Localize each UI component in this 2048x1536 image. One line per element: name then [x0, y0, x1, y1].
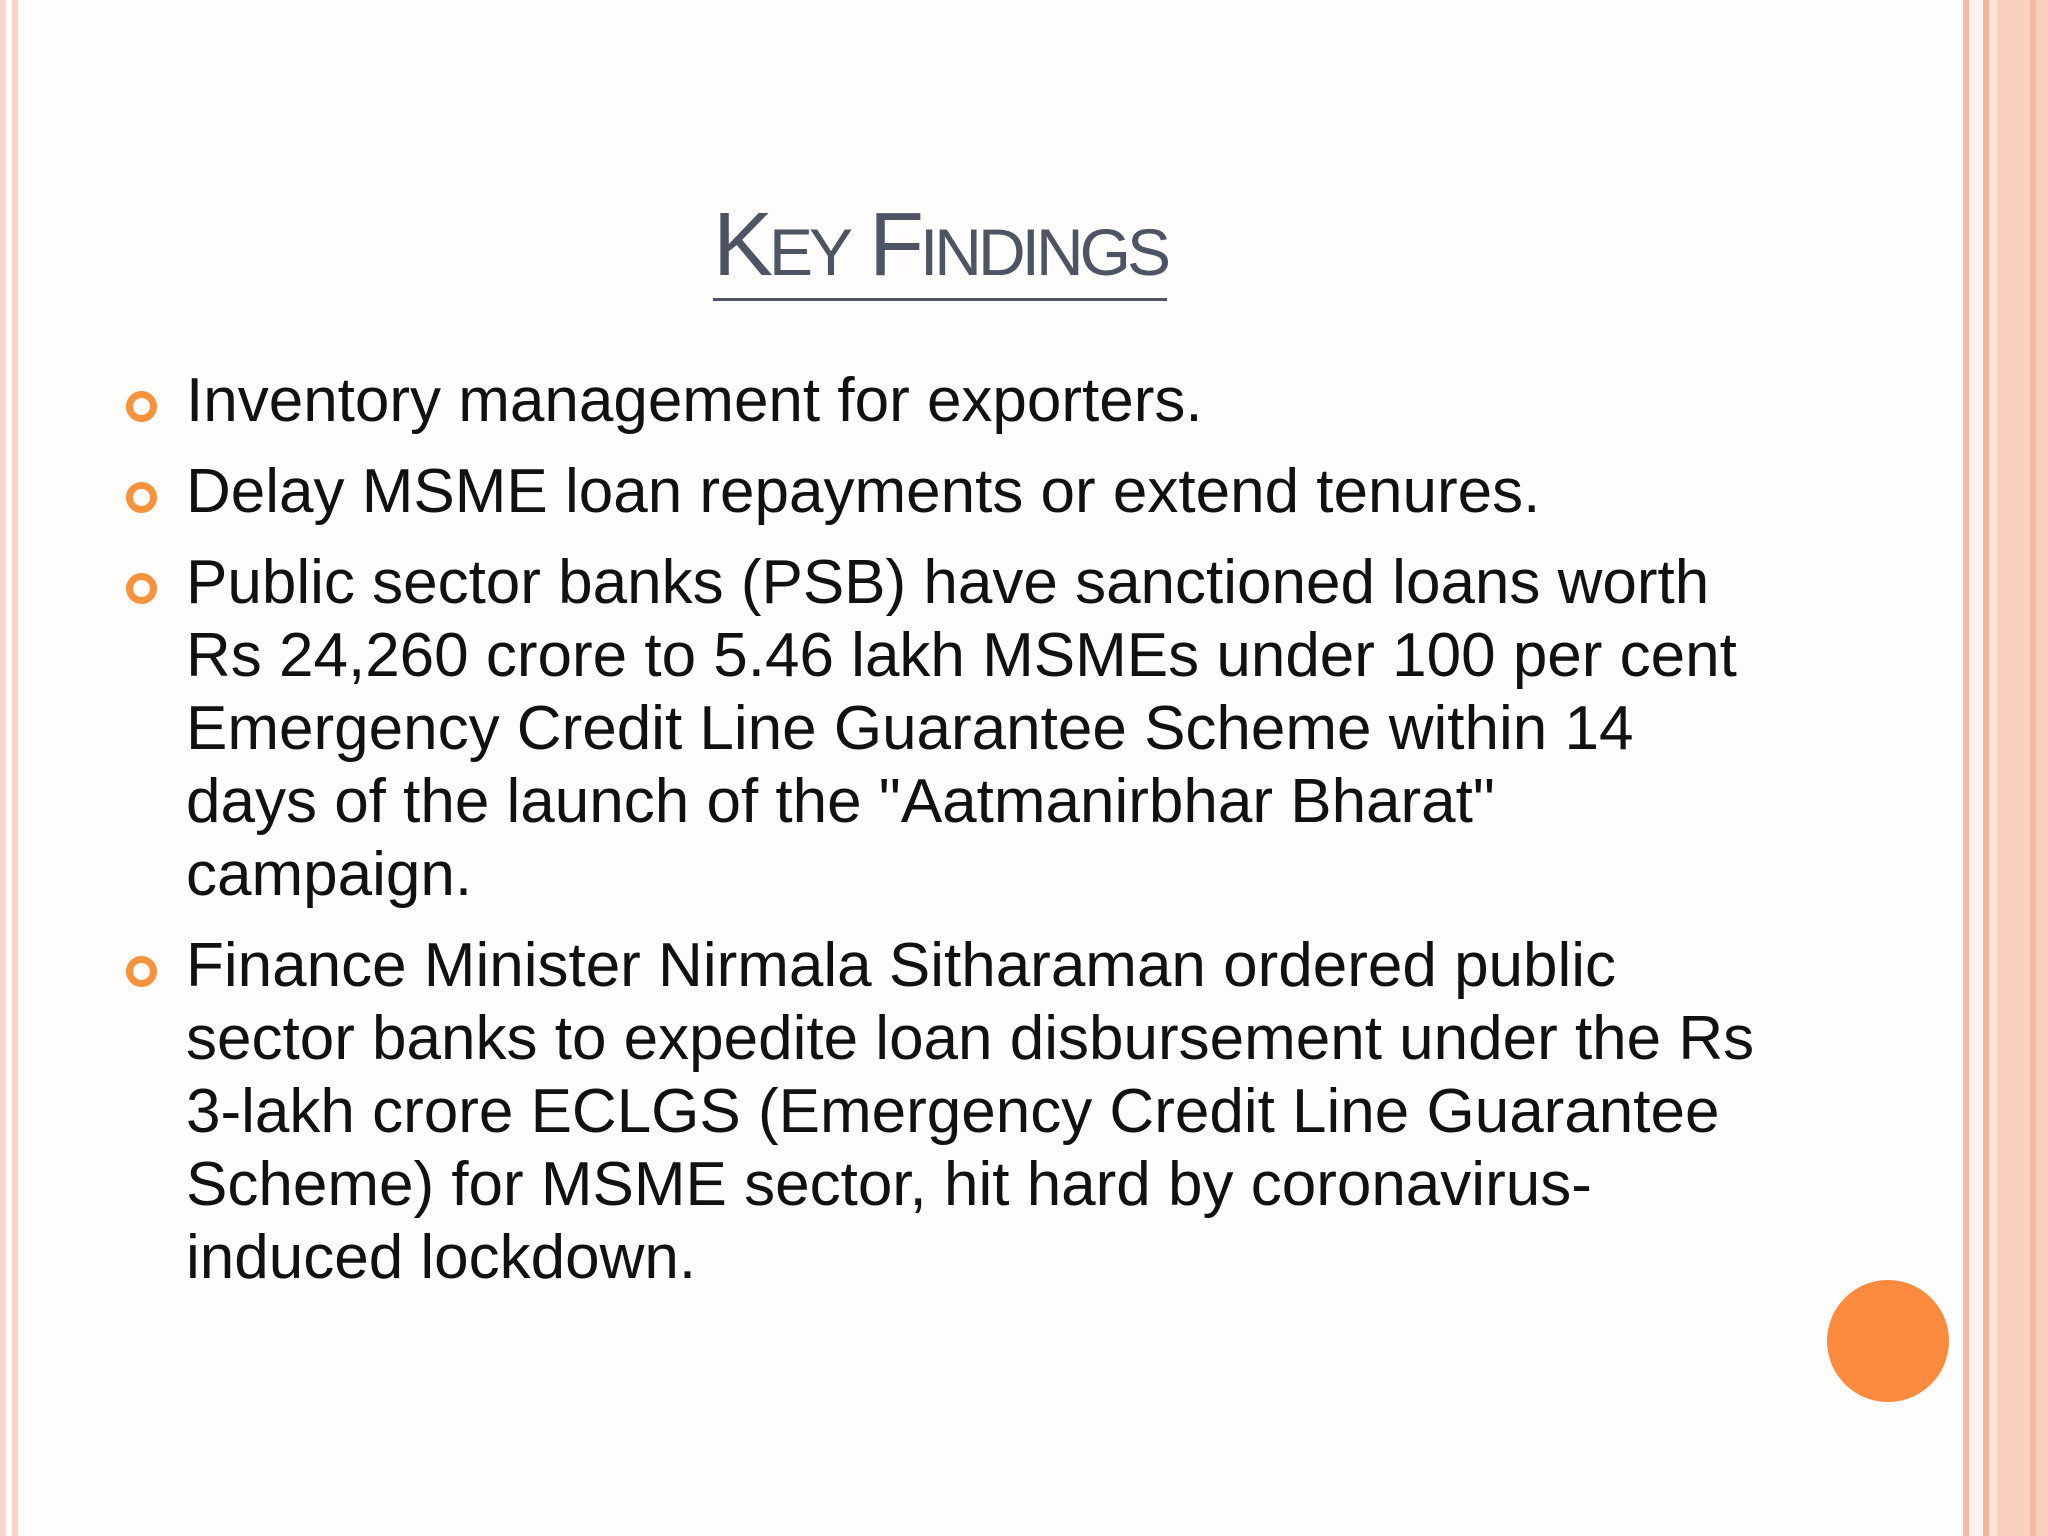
bullet-item — [126, 364, 1766, 437]
right-border-gap — [1989, 0, 1997, 1536]
bullet-text: Finance Minister Nirmala Sitharaman ordered public sector banks to expedite loan disbursement under the Rs 3-lakh crore ECLGS (Emergency Credit Line Guarantee Scheme) for MSME sector, hit hard by coronavirus-induced lockdown. — [186, 931, 1755, 1292]
hollow-circle-icon — [126, 391, 157, 422]
hollow-circle-icon — [126, 482, 157, 513]
bullet-item — [126, 546, 1766, 911]
bullet-item — [126, 455, 1766, 528]
hollow-circle-icon — [126, 956, 157, 987]
title-smallcaps: EY — [769, 215, 850, 289]
title-smallcaps: INDINGS — [919, 215, 1167, 289]
bullet-text: Public sector banks (PSB) have sanctioned loans worth Rs 24,260 crore to 5.46 lakh MSMEs under 100 per cent Emergency Credit Line Guarantee Scheme within 14 days of the launch of the "Aatmanirbhar Bharat" campaign. — [186, 548, 1737, 909]
bullet-text: Delay MSME loan repayments or extend tenures. — [186, 457, 1541, 526]
bullet-list — [126, 364, 1766, 1294]
right-border-line — [2030, 0, 2036, 1536]
right-border-gap — [1969, 0, 1983, 1536]
title-initial: K — [713, 195, 770, 295]
title-initial: F — [868, 195, 920, 295]
hollow-circle-icon — [126, 573, 157, 604]
filled-circle-decoration — [1827, 1280, 1949, 1402]
bullet-text: Inventory management for exporters. — [186, 366, 1203, 435]
bullet-item — [126, 929, 1766, 1294]
slide-title — [0, 196, 1880, 301]
slide-title-text — [713, 195, 1167, 301]
